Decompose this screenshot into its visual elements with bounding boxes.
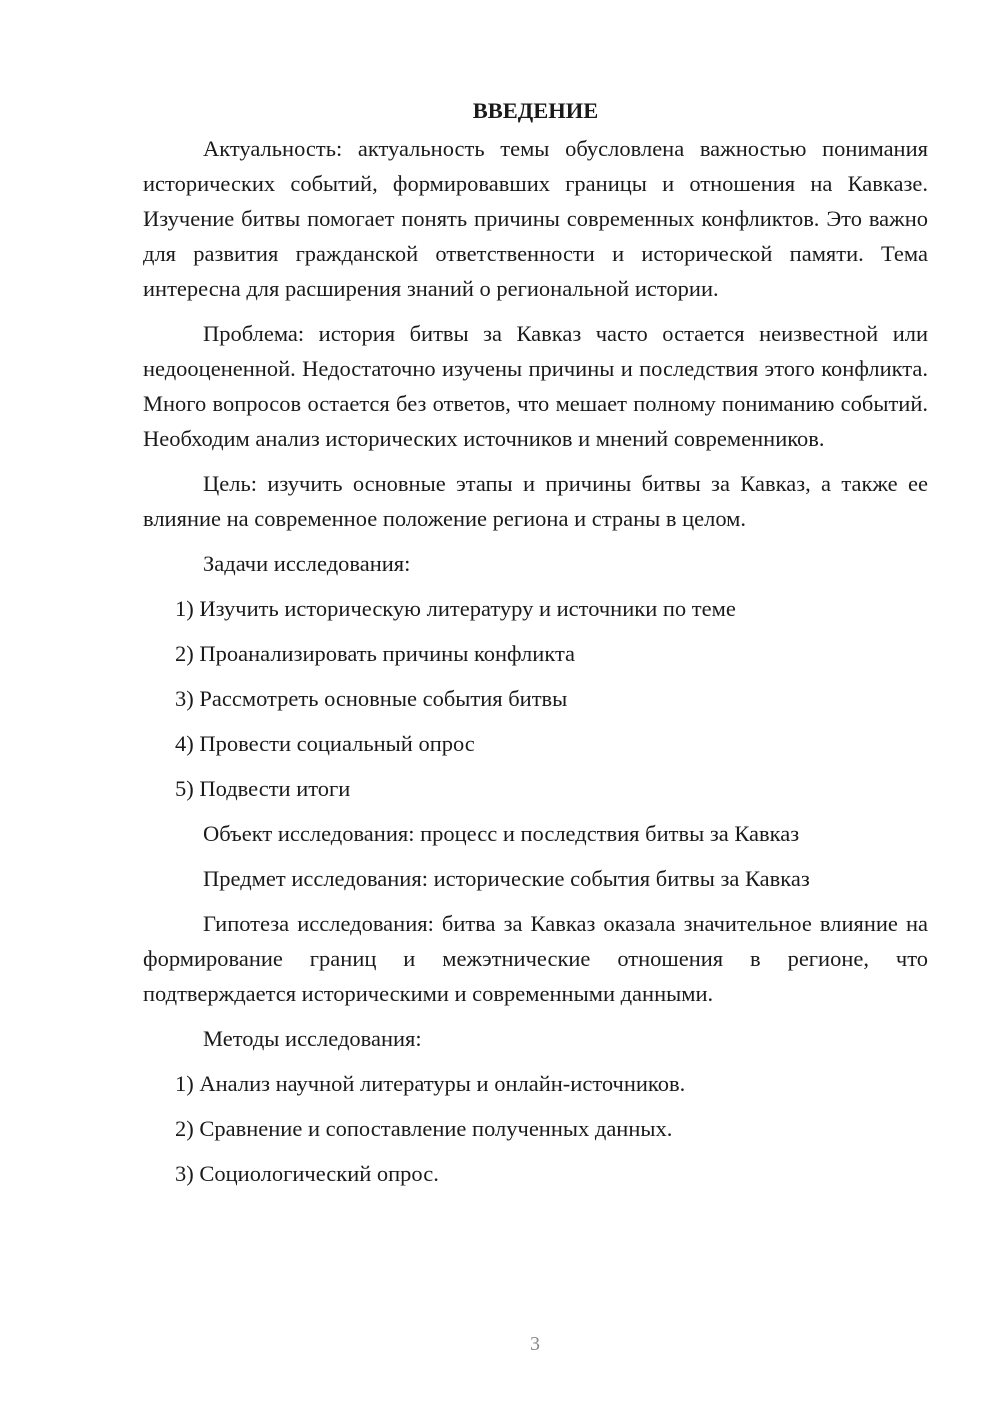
subject-paragraph: Предмет исследования: исторические события битвы за Кавказ (203, 866, 810, 891)
hypothesis-paragraph: Гипотеза исследования: битва за Кавказ оказала значительное влияние на формирование границ и межэтнические отношения в регионе, что подтверждается историческими и современными данными. (143, 911, 928, 1006)
methods-list (143, 1066, 928, 1191)
problem-paragraph: Проблема: история битвы за Кавказ часто остается неизвестной или недооцененной. Недостаточно изучены причины и последствия этого конфликта. Много вопросов остается без ответов, что мешает полному пониманию событий. Необходим анализ исторических источников и мнений современников. (143, 321, 928, 451)
document-body (143, 96, 928, 1191)
page-number: 3 (530, 1333, 540, 1355)
tasks-list (143, 591, 928, 806)
method-item: 2) Сравнение и сопоставление полученных данных. (175, 1116, 673, 1141)
task-item: 2) Проанализировать причины конфликта (175, 641, 576, 666)
section-title: ВВЕДЕНИЕ (472, 98, 599, 123)
task-item: 5) Подвести итоги (175, 776, 351, 801)
object-paragraph: Объект исследования: процесс и последствия битвы за Кавказ (203, 821, 800, 846)
method-item: 3) Социологический опрос. (175, 1161, 439, 1186)
tasks-label: Задачи исследования: (203, 551, 411, 576)
task-item: 3) Рассмотреть основные события битвы (175, 686, 568, 711)
methods-label: Методы исследования: (203, 1026, 422, 1051)
method-item: 1) Анализ научной литературы и онлайн-источников. (175, 1071, 686, 1096)
relevance-paragraph: Актуальность: актуальность темы обусловлена важностью понимания исторических событий, формировавших границы и отношения на Кавказе. Изучение битвы помогает понять причины современных конфликтов. Это важно для развития гражданской ответственности и исторической памяти. Тема интересна для расширения знаний о региональной истории. (143, 136, 928, 301)
task-item: 1) Изучить историческую литературу и источники по теме (175, 596, 736, 621)
goal-paragraph: Цель: изучить основные этапы и причины битвы за Кавказ, а также ее влияние на современное положение региона и страны в целом. (143, 471, 928, 531)
task-item: 4) Провести социальный опрос (175, 731, 475, 756)
